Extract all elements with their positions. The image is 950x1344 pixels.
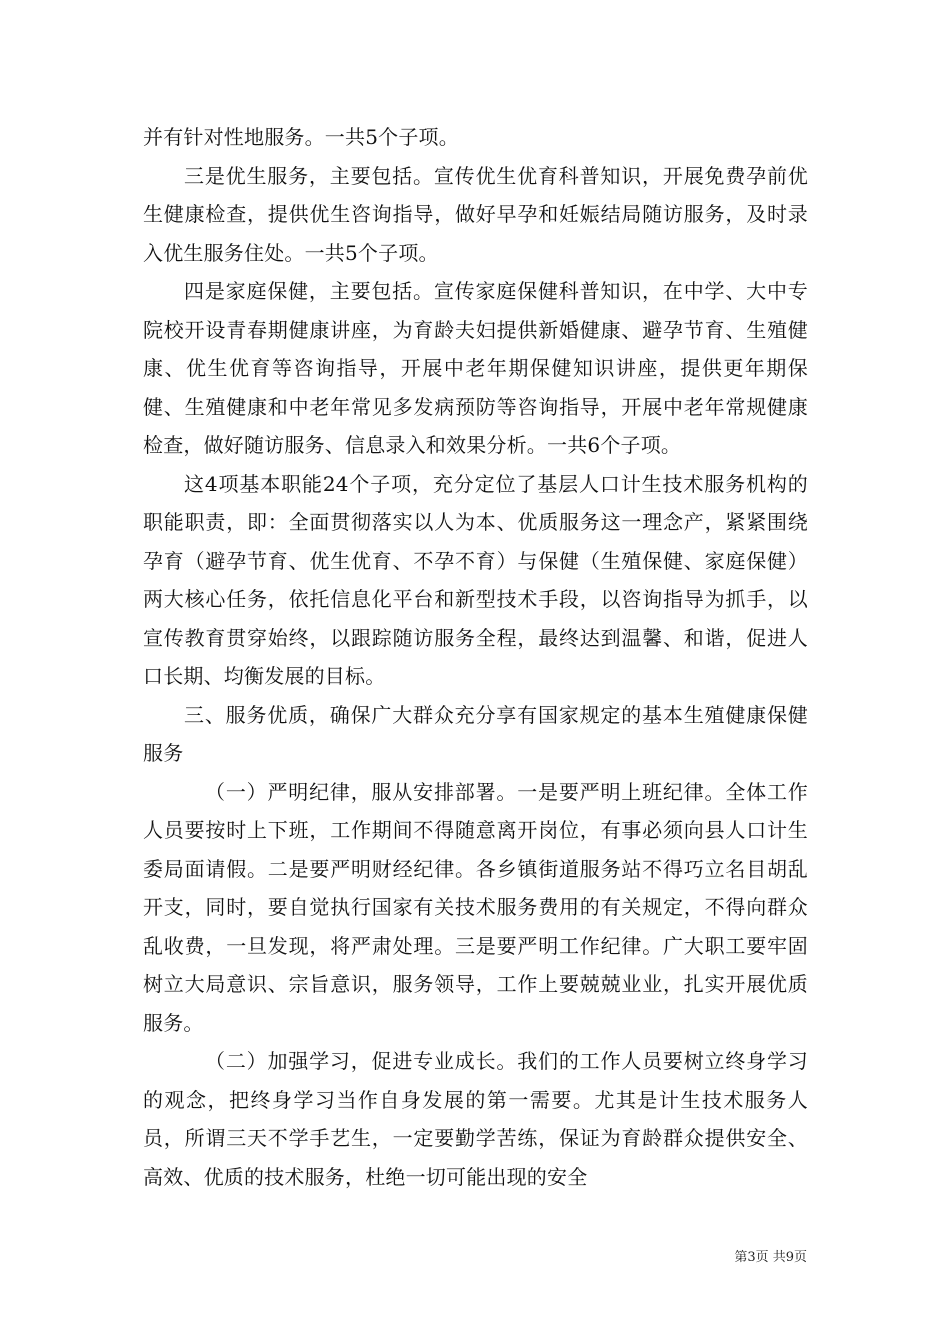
section-heading-quality-service: 三、服务优质，确保广大群众充分享有国家规定的基本生殖健康保健服务 [143, 702, 808, 765]
paragraph-discipline: （一）严明纪律，服从安排部署。一是要严明上班纪律。全体工作人员要按时上下班，工作期间不得随意离开岗位，有事必须向县人口计生委局面请假。二是要严明财经纪律。各乡镇街道服务站不得巧立名目胡乱开支，同时，要自觉执行国家有关技术服务费用的有关规定，不得向群众乱收费，一旦发现，将严肃处理。三是要严明工作纪律。广大职工要牢固树立大局意识、宗旨意识，服务领导，工作上要兢兢业业，扎实开展优质服务。 [143, 779, 808, 1035]
paragraph-learning: （二）加强学习，促进专业成长。我们的工作人员要树立终身学习的观念，把终身学习当作自身发展的第一需要。尤其是计生技术服务人员，所谓三天不学手艺生，一定要勤学苦练，保证为育龄群众提供安全、高效、优质的技术服务，杜绝一切可能出现的安全 [143, 1049, 808, 1189]
paragraph-functions-summary: 这4项基本职能24个子项，充分定位了基层人口计生技术服务机构的职能职责，即：全面贯彻落实以人为本、优质服务这一理念产，紧紧围绕孕育（避孕节育、优生优育、不孕不育）与保健（生殖保健、家庭保健）两大核心任务，依托信息化平台和新型技术手段，以咨询指导为抓手，以宣传教育贯穿始终，以跟踪随访服务全程，最终达到温馨、和谐，促进人口长期、均衡发展的目标。 [143, 471, 808, 688]
document-body [143, 118, 808, 1196]
paragraph-continuation: 并有针对性地服务。一共5个子项。 [143, 125, 459, 149]
page-number: 第3页 共9页 [734, 1250, 807, 1265]
paragraph-prenatal-service: 三是优生服务，主要包括。宣传优生优育科普知识，开展免费孕前优生健康检查，提供优生咨询指导，做好早孕和妊娠结局随访服务，及时录入优生服务住处。一共5个子项。 [143, 163, 808, 265]
paragraph-family-health: 四是家庭保健，主要包括。宣传家庭保健科普知识，在中学、大中专院校开设青春期健康讲座，为育龄夫妇提供新婚健康、避孕节育、生殖健康、优生优育等咨询指导，开展中老年期保健知识讲座，提供更年期保健、生殖健康和中老年常见多发病预防等咨询指导，开展中老年常规健康检查，做好随访服务、信息录入和效果分析。一共6个子项。 [143, 279, 808, 457]
